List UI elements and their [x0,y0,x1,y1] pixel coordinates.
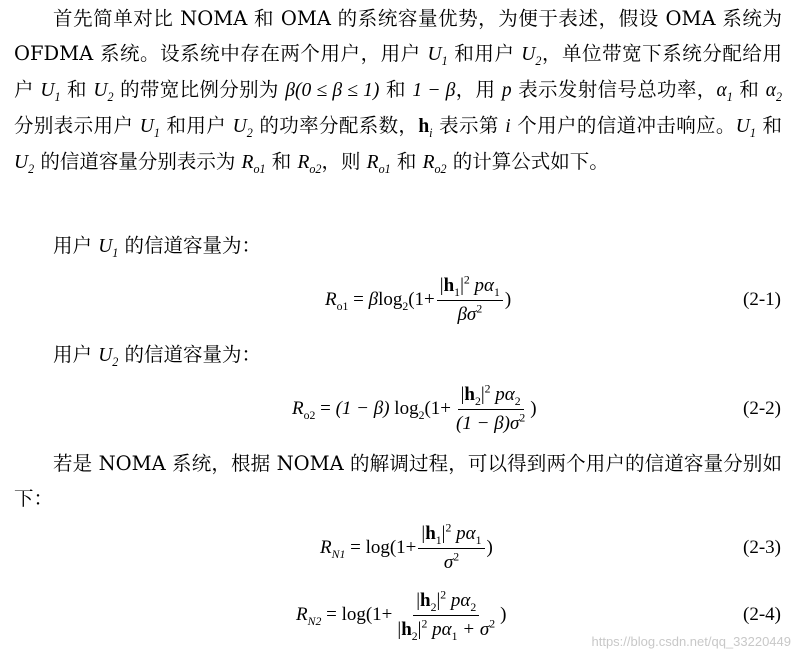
equation-2-2: $R_{o2}$ = (1 − β) $\log_2$ (1+ $\frac{|h_2|^2 p\alpha_2}{(1 - \beta)\sigma^2}$ ) (2-2) [0,377,799,441]
paragraph-noma-capacity: 若是 NOMA 系统，根据 NOMA 的解调过程，可以得到两个用户的信道容量分别如下： [14,452,782,510]
math-p: p [501,80,512,101]
equation-2-4: $R_{N2}$ = log (1+ $\frac{|h_2|^2 p\alpha_2}{|h_2|^2 p\alpha_1 + \sigma^2}$ ) (2-4) [0,583,799,647]
math-u2: $U_2$ [521,44,542,68]
math-i: i [505,116,511,137]
math-ro1: $R_{o1}$ [241,152,266,176]
math-u1: $U_1$ [427,44,448,68]
math-ro1: $R_{o1}$ [366,152,391,176]
math-u1: $U_1$ [98,236,119,260]
math-u2: $U_2$ [232,116,253,140]
eq-lhs: $R_{N2}$ [296,604,322,628]
math-ro2: $R_{o2}$ [422,152,447,176]
eq-lhs: $R_{o1}$ [325,289,349,313]
math-alpha2: $\alpha_2$ [765,80,783,104]
text: 首先简单对比 NOMA 和 OMA 的系统容量优势，为便于表述，假设 OMA 系统为 OFDMA 系统。设系统中存在两个用户，用户 [14,7,782,65]
math-u2: $U_2$ [14,152,35,176]
paragraph-intro: 首先简单对比 NOMA 和 OMA 的系统容量优势，为便于表述，假设 OMA 系统为 OFDMA 系统。设系统中存在两个用户，用户 $U_1$ 和用户 $U_2$，单位带宽下系统分配给用户 $U_1$ 和 $U_2$ 的带宽比例分别为 β(0 ≤ β ≤ 1) 和 1 − β，用 p 表示发射信号总功率，$\alpha_1$ 和 $\alpha_2$ 分别表示用户 $U_1$ 和用户 $U_2$ 的功率分配系数，$h_i$ 表示第 i 个用户的信道冲击响应。$U_1$ 和 $U_2$ 的信道容量分别表示为 $R_{o1}$ 和 $R_{o2}$，则 $R_{o1}$ 和 $R_{o2}$ 的计算公式如下。 [14,7,783,176]
eq-lhs: $R_{N1}$ [320,537,346,561]
equation-2-3: $R_{N1}$ = log (1+ $\frac{|h_1|^2 p\alpha_1}{\sigma^2}$ ) (2-3) [0,516,799,580]
eq-fraction: $\frac{|h_1|^2 p\alpha_1}{\beta\sigma^2}$ [437,274,503,327]
math-alpha1: $\alpha_1$ [716,80,733,104]
math-one-minus-beta: 1 − β [412,80,456,101]
math-u1: $U_1$ [139,116,160,140]
paragraph-user2-capacity: 用户 $U_2$ 的信道容量为： [53,343,262,369]
eq-fraction: $\frac{|h_2|^2 p\alpha_2}{(1 - \beta)\sigma^2}$ [456,382,526,434]
watermark: https://blog.csdn.net/qq_33220449 [591,634,791,649]
equation-number: (2-4) [743,604,781,625]
math-u1: $U_1$ [735,116,756,140]
math-u2: $U_2$ [93,80,114,104]
equation-number: (2-2) [743,398,781,419]
eq-lhs: $R_{o2}$ [292,398,316,422]
eq-fraction: $\frac{|h_1|^2 p\alpha_1}{\sigma^2}$ [418,522,484,575]
eq-fraction: $\frac{|h_2|^2 p\alpha_2}{|h_2|^2 p\alpha_1 + \sigma^2}$ [397,588,496,643]
equation-2-1: $R_{o1}$ = β $\log_2$ (1+ $\frac{|h_1|^2 p\alpha_1}{\beta\sigma^2}$ ) (2-1) [0,268,799,332]
math-hi: $h_i$ [418,116,433,140]
math-beta-range: β(0 ≤ β ≤ 1) [285,80,380,101]
equation-number: (2-1) [743,289,781,310]
paragraph-user1-capacity: 用户 $U_1$ 的信道容量为： [53,234,262,260]
math-u2: $U_2$ [98,345,119,369]
equation-number: (2-3) [743,537,781,558]
math-ro2: $R_{o2}$ [297,152,322,176]
math-u1: $U_1$ [40,80,61,104]
